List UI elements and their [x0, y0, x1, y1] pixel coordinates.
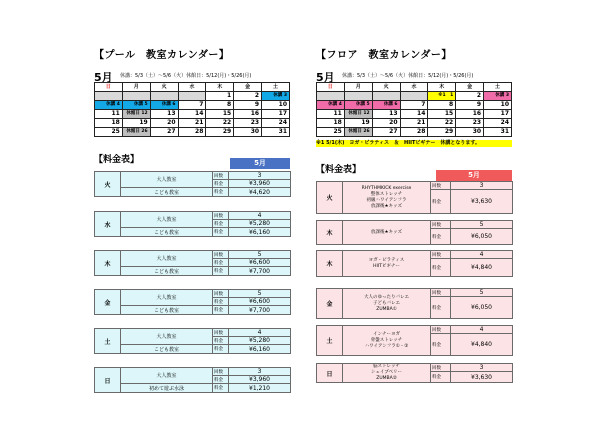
fee-class-name: 大人教室	[121, 368, 213, 384]
fee-label: 料金	[431, 372, 451, 383]
day-cell-facility-closed: 休館日 12	[122, 110, 150, 119]
fee-amount: ¥6,050	[451, 297, 513, 319]
fee-day: 火	[95, 172, 121, 197]
fee-amount: ¥4,620	[229, 188, 291, 197]
fee-label: 料金	[431, 259, 451, 277]
fee-class-name: こども教室	[121, 228, 213, 237]
day-cell-closed: 休講 6	[372, 101, 400, 110]
fee-class-name: こども教室	[121, 188, 213, 197]
count-label: 回数	[213, 251, 229, 259]
fee-class-name: 初級ハワイアンフラ	[366, 197, 407, 203]
floor-closure-note: 休講：5/3（土）～5/6（火）休館日：5/12(月)・5/26(月)	[342, 73, 474, 79]
day-cell-closed: 休講 4	[317, 101, 345, 110]
day-cell: 24	[484, 119, 512, 128]
floor-fee-block	[316, 363, 513, 383]
count-label: 回数	[431, 289, 451, 297]
day-cell	[150, 92, 178, 101]
fee-amount: ¥6,050	[451, 229, 513, 245]
fee-class-name: 子どもバレエ	[373, 300, 400, 306]
day-cell: 15	[206, 110, 234, 119]
day-cell: 31	[484, 128, 512, 137]
count-label: 回数	[431, 221, 451, 229]
fee-amount: ¥6,600	[229, 259, 291, 267]
fee-day: 木	[317, 221, 343, 245]
fee-count: 5	[229, 251, 291, 259]
fee-amount: ¥3,960	[229, 376, 291, 384]
fee-class-name: 大人教室	[121, 172, 213, 188]
day-cell-facility-closed: 休館日 26	[122, 128, 150, 137]
fee-day: 木	[317, 251, 343, 277]
fee-count: 3	[229, 368, 291, 376]
weekday-tue: 火	[150, 83, 178, 92]
weekday-sat: 土	[262, 83, 290, 92]
fee-class-name: 大人教室	[121, 251, 213, 267]
fee-label: 料金	[213, 306, 229, 315]
fee-label: 料金	[431, 229, 451, 245]
fee-count: 3	[451, 364, 513, 372]
day-cell: 23	[234, 119, 262, 128]
weekday-fri: 金	[234, 83, 262, 92]
fee-class-name: 脳ストレッチ	[373, 364, 400, 369]
day-cell-partial-closed: ※1 1	[428, 92, 456, 101]
day-cell: 22	[428, 119, 456, 128]
day-cell: 27	[372, 128, 400, 137]
fee-class-list	[343, 221, 431, 245]
fee-day: 金	[95, 290, 121, 315]
day-cell: 9	[456, 101, 484, 110]
floor-fee-block	[316, 220, 513, 245]
day-cell: 11	[95, 110, 123, 119]
day-cell-closed: 休講 4	[95, 101, 123, 110]
count-label: 回数	[213, 329, 229, 337]
day-cell-facility-closed: 休館日 12	[344, 110, 372, 119]
fee-label: 料金	[213, 220, 229, 228]
day-cell: 2	[456, 92, 484, 101]
floor-holiday-note: ※1 5/1(木) ヨガ・ピラティス ＆ HIITビギナー 休講となります。	[316, 140, 512, 147]
day-cell: 18	[317, 119, 345, 128]
fee-count: 4	[229, 212, 291, 220]
fee-label: 料金	[431, 334, 451, 356]
fee-class-list	[343, 289, 431, 319]
fee-amount: ¥7,700	[229, 306, 291, 315]
day-cell-closed: 休講 3	[484, 92, 512, 101]
fee-class-name: RHYTHMKICK exercise	[361, 185, 412, 191]
day-cell: 25	[317, 128, 345, 137]
floor-fee-block	[316, 250, 513, 277]
count-label: 回数	[431, 326, 451, 334]
pool-fee-block	[94, 328, 291, 354]
fee-count: 4	[451, 326, 513, 334]
fee-day: 火	[317, 182, 343, 214]
fee-amount: ¥5,280	[229, 220, 291, 228]
fee-label: 料金	[213, 228, 229, 237]
fee-amount: ¥3,630	[451, 372, 513, 383]
pool-calendar	[94, 82, 290, 137]
day-cell	[122, 92, 150, 101]
day-cell: 16	[234, 110, 262, 119]
day-cell: 19	[122, 119, 150, 128]
floor-calendar-title: 【フロア 教室カレンダー】	[316, 50, 452, 61]
fee-label: 料金	[213, 180, 229, 188]
weekday-mon: 月	[122, 83, 150, 92]
day-cell: 31	[262, 128, 290, 137]
floor-fees-month-header: 5月	[436, 170, 512, 181]
fee-class-list	[343, 182, 431, 214]
floor-fees-title: 【料金表】	[316, 165, 362, 175]
day-cell	[178, 92, 206, 101]
fee-class-name: HIITビギナー	[373, 263, 400, 269]
day-cell: 10	[484, 101, 512, 110]
fee-count: 5	[229, 290, 291, 298]
fee-label: 料金	[213, 384, 229, 393]
pool-fees-title: 【料金表】	[94, 155, 140, 165]
fee-class-name: ヨガ・ピラティス	[368, 257, 405, 263]
day-cell	[95, 92, 123, 101]
day-cell: 23	[456, 119, 484, 128]
fee-amount: ¥4,840	[451, 334, 513, 356]
day-cell: 8	[206, 101, 234, 110]
fee-class-name: こども教室	[121, 345, 213, 354]
fee-class-name: 大人のゆったりバレエ	[364, 294, 409, 300]
day-cell: 20	[372, 119, 400, 128]
fee-amount: ¥5,280	[229, 337, 291, 345]
pool-calendar-title: 【プール 教室カレンダー】	[94, 50, 230, 61]
fee-class-name: 大人教室	[121, 212, 213, 228]
fee-label: 料金	[213, 259, 229, 267]
fee-count: 3	[229, 172, 291, 180]
pool-fees-month-header: 5月	[230, 158, 290, 169]
floor-fee-block	[316, 181, 513, 214]
fee-amount: ¥3,960	[229, 180, 291, 188]
day-cell: 11	[317, 110, 345, 119]
fee-day: 水	[95, 212, 121, 237]
day-cell: 7	[178, 101, 206, 110]
fee-label: 料金	[431, 190, 451, 214]
count-label: 回数	[431, 251, 451, 259]
fee-label: 料金	[213, 188, 229, 197]
fee-class-name: 大人教室	[121, 290, 213, 306]
count-label: 回数	[431, 182, 451, 190]
fee-amount: ¥1,210	[229, 384, 291, 393]
fee-count: 5	[451, 289, 513, 297]
fee-class-name: ZUMBA①	[376, 306, 397, 312]
fee-label: 料金	[213, 376, 229, 384]
fee-day: 土	[317, 326, 343, 356]
fee-class-name: 初めて遊ぶ水泳	[121, 384, 213, 393]
pool-fee-block	[94, 250, 291, 276]
day-cell: 17	[262, 110, 290, 119]
fee-class-name: インナーヨガ	[373, 331, 400, 337]
day-cell	[344, 92, 372, 101]
day-cell: 16	[456, 110, 484, 119]
fee-label: 料金	[213, 337, 229, 345]
fee-class-name: シェイプベリー	[370, 370, 403, 375]
weekday-wed: 水	[178, 83, 206, 92]
pool-month: 5月	[94, 71, 113, 84]
day-cell: 14	[400, 110, 428, 119]
fee-day: 木	[95, 251, 121, 276]
day-cell: 8	[428, 101, 456, 110]
fee-label: 料金	[213, 267, 229, 276]
day-cell-closed: 休講 5	[344, 101, 372, 110]
fee-class-name: 大人教室	[121, 329, 213, 345]
pool-closure-note: 休講：5/3（土）～5/6（火）休館日：5/12(月)・5/26(月)	[120, 73, 252, 79]
pool-fee-block	[94, 171, 291, 197]
day-cell: 21	[178, 119, 206, 128]
day-cell: 15	[428, 110, 456, 119]
day-cell: 20	[150, 119, 178, 128]
day-cell: 25	[95, 128, 123, 137]
floor-fee-block	[316, 325, 513, 356]
fee-label: 料金	[213, 298, 229, 306]
fee-amount: ¥6,160	[229, 345, 291, 354]
weekday-sun: 日	[317, 83, 345, 92]
day-cell: 29	[428, 128, 456, 137]
fee-amount: ¥3,630	[451, 190, 513, 214]
day-cell: 21	[400, 119, 428, 128]
fee-class-name: 放課後★キッズ	[371, 203, 402, 209]
weekday-tue: 火	[372, 83, 400, 92]
fee-day: 日	[317, 364, 343, 383]
day-cell	[317, 92, 345, 101]
fee-count: 5	[451, 221, 513, 229]
day-cell-closed: 休講 6	[150, 101, 178, 110]
fee-amount: ¥6,600	[229, 298, 291, 306]
fee-class-list	[343, 364, 431, 383]
floor-fee-block	[316, 288, 513, 319]
fee-label: 料金	[431, 297, 451, 319]
day-cell: 30	[456, 128, 484, 137]
fee-class-name: 整体ストレッチ	[370, 191, 403, 197]
day-cell: 14	[178, 110, 206, 119]
day-cell	[372, 92, 400, 101]
day-cell: 2	[234, 92, 262, 101]
weekday-sun: 日	[95, 83, 123, 92]
fee-day: 土	[95, 329, 121, 354]
fee-class-name: こども教室	[121, 306, 213, 315]
fee-class-name: ZUMBA②	[376, 376, 397, 381]
day-cell-facility-closed: 休館日 26	[344, 128, 372, 137]
fee-class-list	[343, 326, 431, 356]
day-cell: 10	[262, 101, 290, 110]
day-cell: 27	[150, 128, 178, 137]
day-cell: 13	[372, 110, 400, 119]
count-label: 回数	[213, 290, 229, 298]
fee-amount: ¥4,840	[451, 259, 513, 277]
fee-class-name: 骨盤ストレッチ	[370, 337, 403, 343]
day-cell: 24	[262, 119, 290, 128]
day-cell: 30	[234, 128, 262, 137]
weekday-wed: 水	[400, 83, 428, 92]
day-cell: 28	[400, 128, 428, 137]
fee-amount: ¥6,160	[229, 228, 291, 237]
floor-calendar	[316, 82, 512, 137]
day-cell: 29	[206, 128, 234, 137]
fee-count: 4	[451, 251, 513, 259]
fee-count: 4	[229, 329, 291, 337]
day-cell-closed: 休講 3	[262, 92, 290, 101]
pool-fee-block	[94, 367, 291, 393]
count-label: 回数	[213, 212, 229, 220]
day-cell: 17	[484, 110, 512, 119]
fee-class-name: こども教室	[121, 267, 213, 276]
count-label: 回数	[431, 364, 451, 372]
fee-amount: ¥7,700	[229, 267, 291, 276]
weekday-fri: 金	[456, 83, 484, 92]
weekday-thu: 木	[206, 83, 234, 92]
pool-fee-block	[94, 211, 291, 237]
day-cell: 19	[344, 119, 372, 128]
day-cell	[400, 92, 428, 101]
day-cell: 7	[400, 101, 428, 110]
count-label: 回数	[213, 368, 229, 376]
floor-month: 5月	[316, 71, 335, 84]
fee-class-name: 放課後★キッズ	[371, 229, 402, 235]
fee-label: 料金	[213, 345, 229, 354]
weekday-thu: 木	[428, 83, 456, 92]
fee-day: 日	[95, 368, 121, 393]
day-cell: 9	[234, 101, 262, 110]
count-label: 回数	[213, 172, 229, 180]
day-cell: 1	[206, 92, 234, 101]
day-cell: 18	[95, 119, 123, 128]
fee-class-name: ハワイアンフラ①・②	[364, 343, 409, 349]
day-cell: 28	[178, 128, 206, 137]
day-cell: 13	[150, 110, 178, 119]
day-cell-closed: 休講 5	[122, 101, 150, 110]
pool-fee-block	[94, 289, 291, 315]
weekday-mon: 月	[344, 83, 372, 92]
fee-class-list	[343, 251, 431, 277]
fee-count: 3	[451, 182, 513, 190]
weekday-sat: 土	[484, 83, 512, 92]
day-cell: 22	[206, 119, 234, 128]
fee-day: 金	[317, 289, 343, 319]
